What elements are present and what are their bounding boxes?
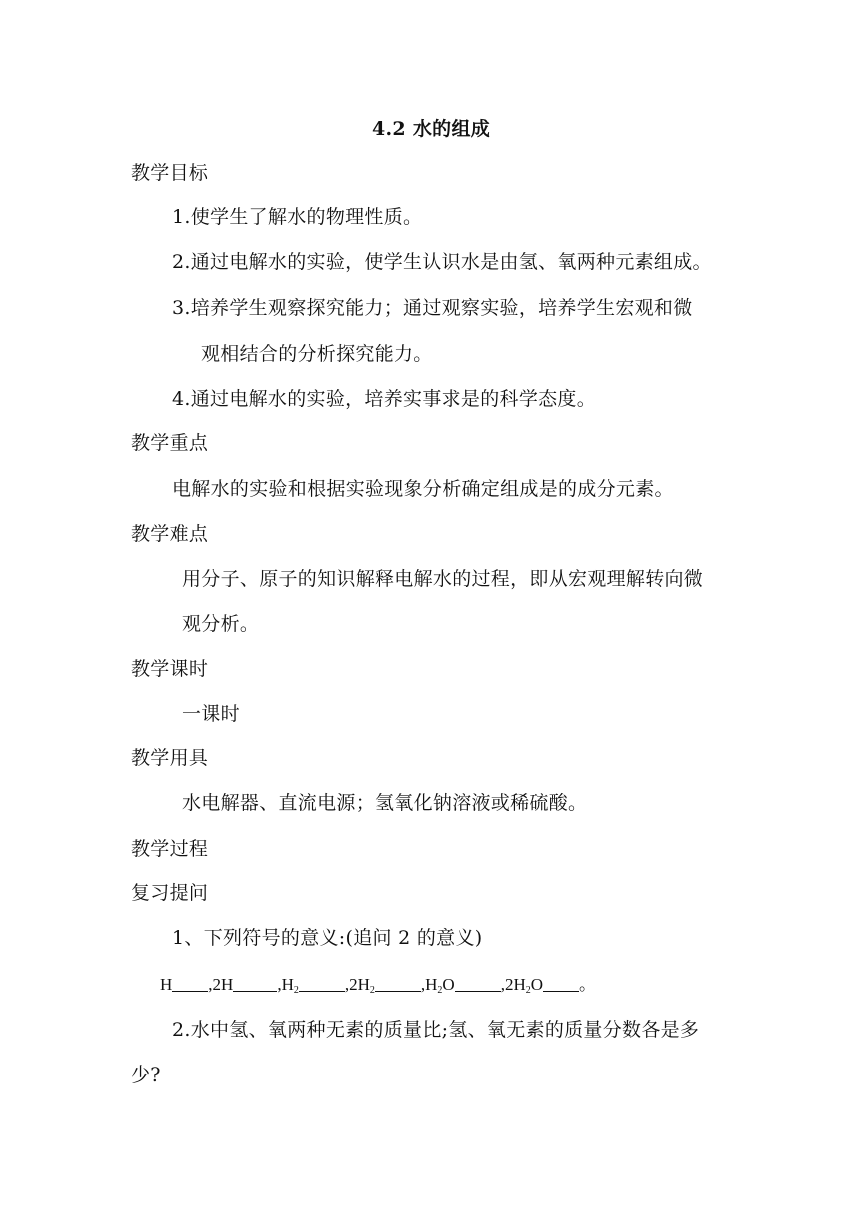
review-question-2-line-1: 2.水中氢、氧两种无素的质量比;氢、氧无素的质量分数各是多: [172, 1019, 700, 1041]
blank-4: [375, 975, 421, 992]
symbol-h2: ,H: [277, 975, 294, 994]
symbol-2h2o-h: ,2H: [500, 975, 526, 994]
symbol-formula-line: [160, 972, 596, 998]
difficulties-line-2: 观分析。: [182, 613, 260, 635]
symbol-2h2o-o: O: [530, 975, 543, 994]
objectives-heading: 教学目标: [131, 162, 209, 184]
difficulties-line-1: 用分子、原子的知识解释电解水的过程，即从宏观理解转向微: [182, 568, 704, 590]
subscript-2: 2: [525, 985, 531, 996]
tools-text: 水电解器、直流电源；氢氧化钠溶液或稀硫酸。: [182, 792, 588, 814]
blank-6: [543, 975, 579, 992]
symbol-h: H: [160, 975, 173, 994]
symbol-h2o-o: O: [442, 975, 455, 994]
review-question-2-line-2: 少?: [131, 1064, 161, 1086]
objective-item-4: 4.通过电解水的实验，培养实事求是的科学态度。: [172, 388, 597, 410]
objective-item-3-cont: 观相结合的分析探究能力。: [201, 343, 433, 365]
symbol-end: 。: [579, 975, 596, 994]
blank-1: [172, 975, 208, 992]
objective-item-1: 1.使学生了解水的物理性质。: [172, 206, 423, 228]
objective-item-2: 2.通过电解水的实验，使学生认识水是由氢、氧两种元素组成。: [172, 251, 712, 273]
blank-5: [455, 975, 501, 992]
key-points-heading: 教学重点: [131, 432, 209, 454]
blank-2: [233, 975, 277, 992]
process-heading: 教学过程: [131, 838, 209, 860]
class-hours-text: 一课时: [182, 703, 240, 725]
symbol-h2o-h: ,H: [420, 975, 438, 994]
symbol-2h2: ,2H: [344, 975, 370, 994]
symbol-2h: ,2H: [208, 975, 234, 994]
difficulties-heading: 教学难点: [131, 523, 209, 545]
tools-heading: 教学用具: [131, 747, 209, 769]
objective-item-3: 3.培养学生观察探究能力；通过观察实验，培养学生宏观和微: [172, 297, 693, 319]
review-heading: 复习提问: [131, 882, 209, 904]
key-points-text: 电解水的实验和根据实验现象分析确定组成是的成分元素。: [172, 478, 674, 500]
review-question-1: 1、下列符号的意义:(追问 2 的意义): [172, 927, 483, 949]
page-title: 4.2 水的组成: [372, 118, 491, 140]
subscript-2: 2: [293, 985, 299, 996]
class-hours-heading: 教学课时: [131, 658, 209, 680]
subscript-2: 2: [437, 985, 443, 996]
subscript-2: 2: [369, 985, 375, 996]
blank-3: [299, 975, 345, 992]
